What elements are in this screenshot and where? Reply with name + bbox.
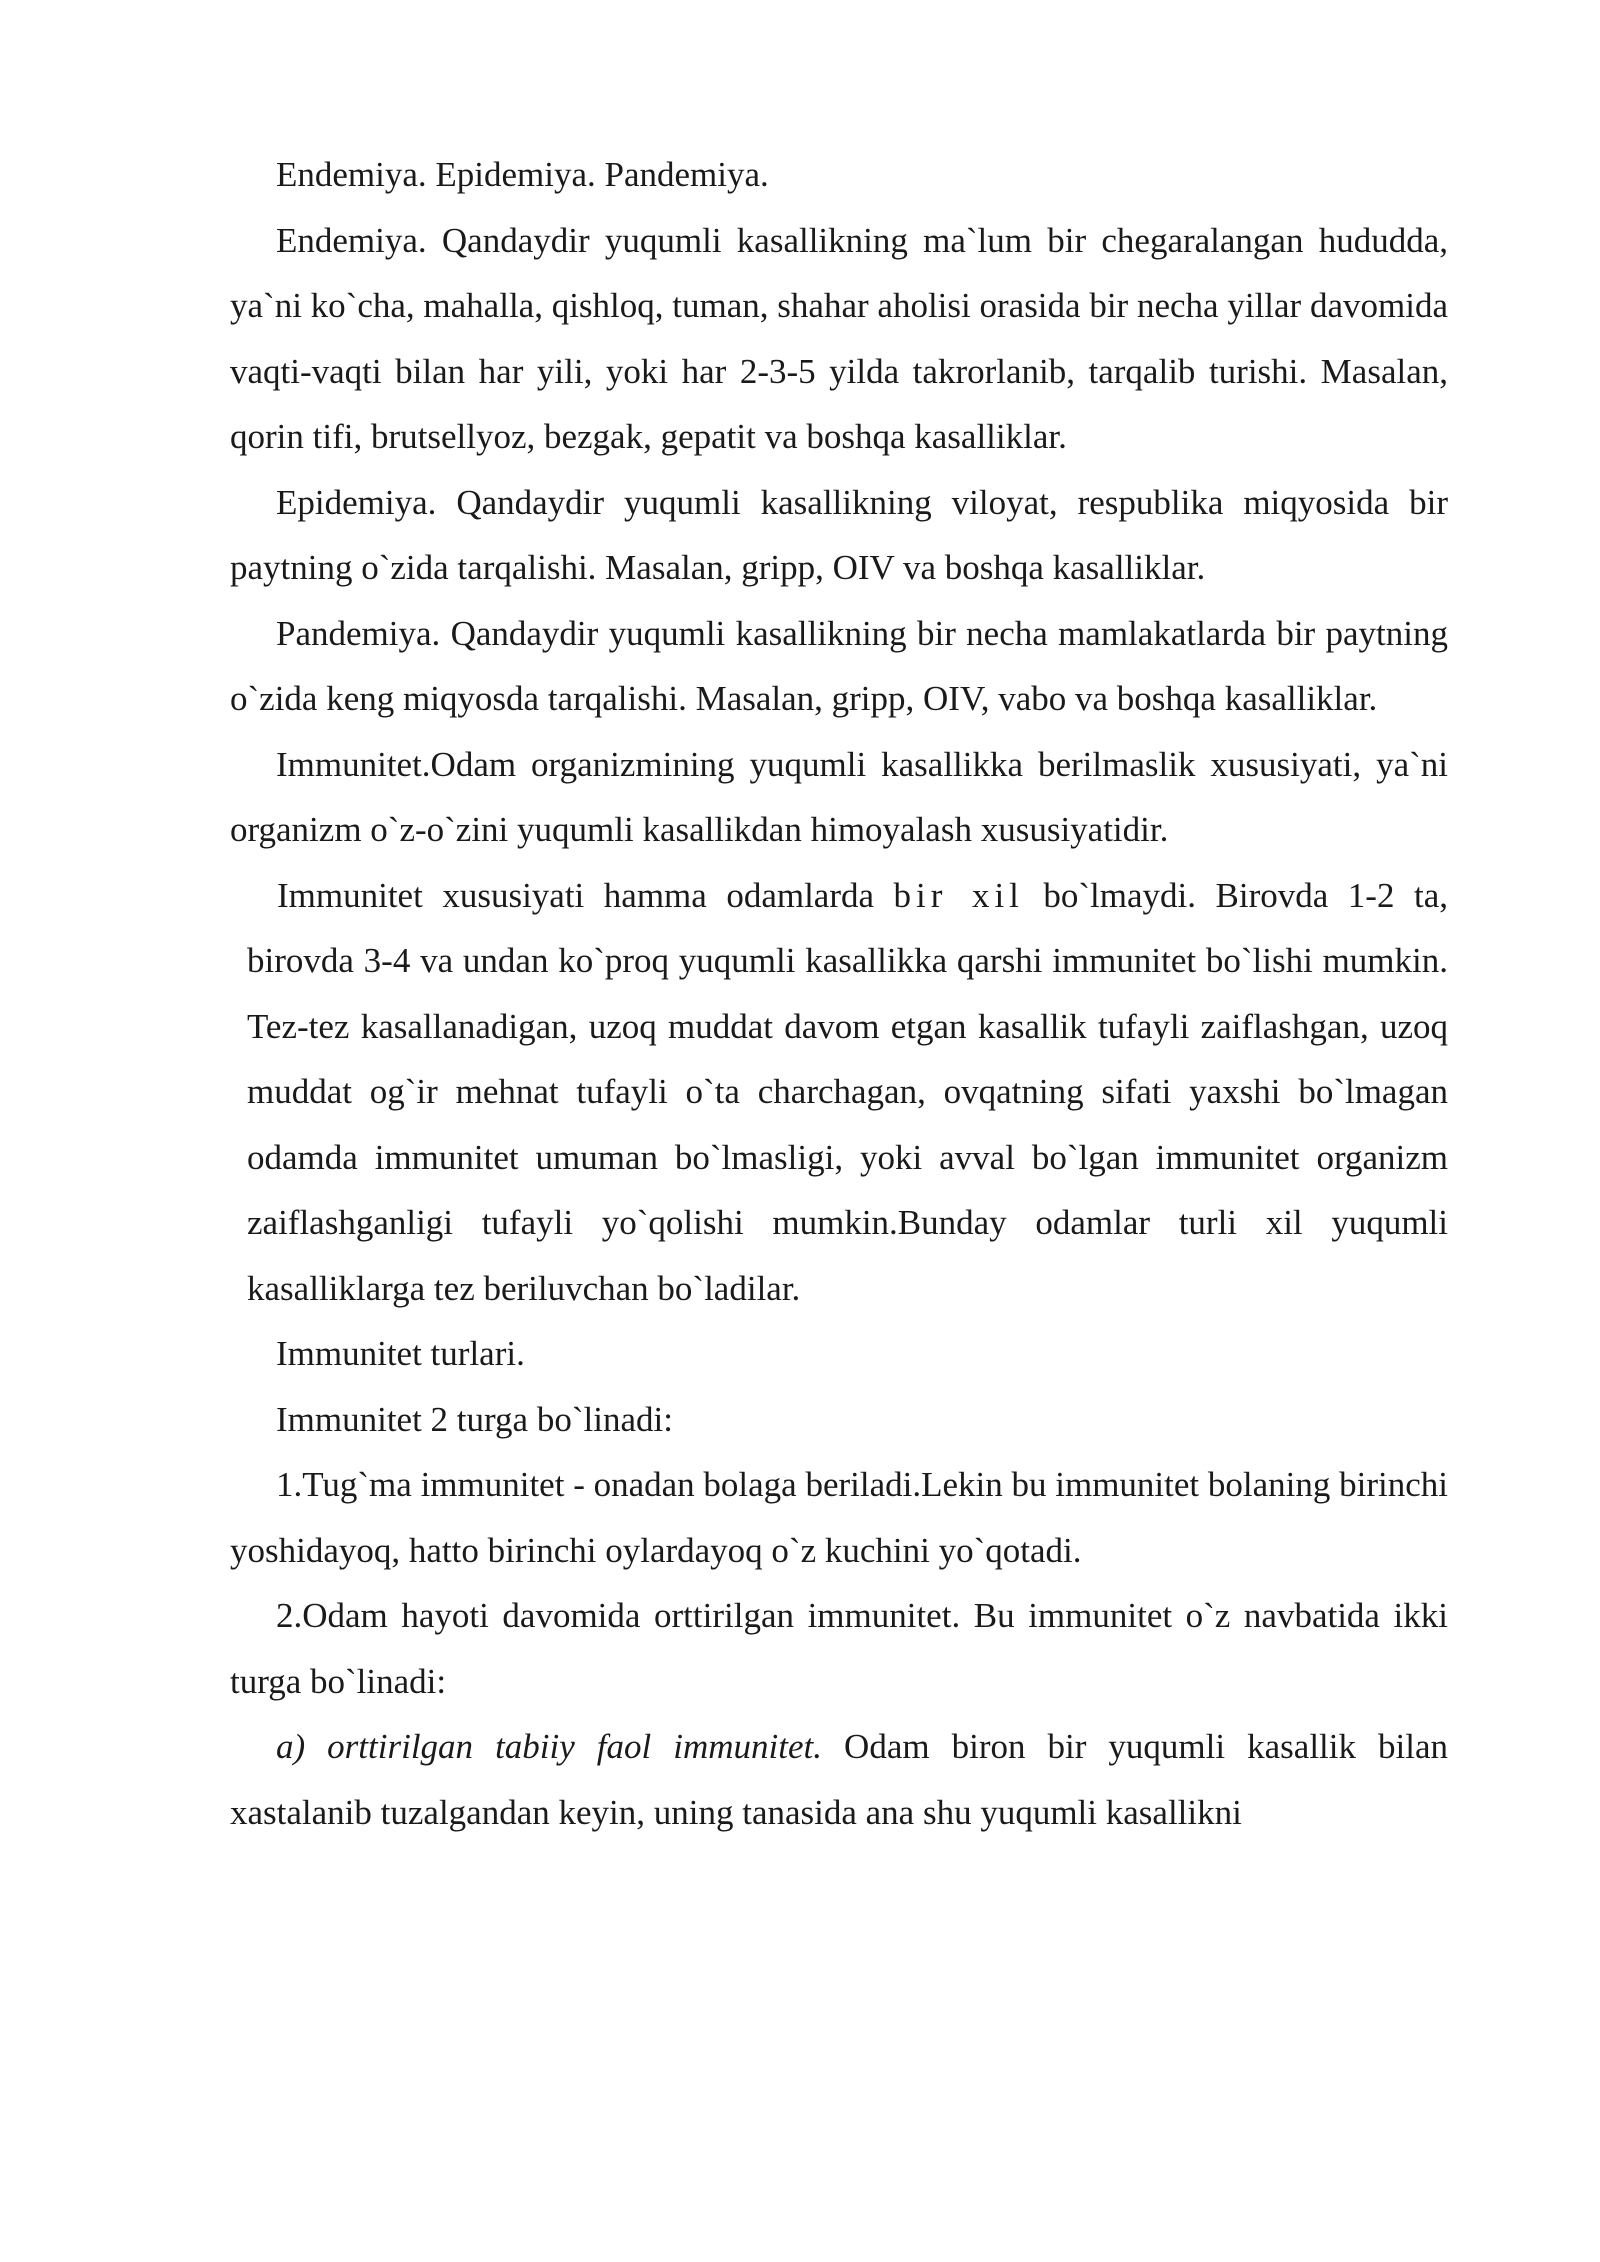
italic-term: a) orttirilgan tabiiy faol immunitet.: [276, 1727, 823, 1766]
paragraph-epidemiya: Epidemiya. Qandaydir yuqumli kasallikning viloyat, respublika miqyosida bir paytning o`zida tarqalishi. Masalan, gripp, OIV va boshqa kasalliklar.: [230, 482, 1448, 587]
paragraph-text-end: bo`lmaydi. Birovda 1-2 ta, birovda 3-4 va undan ko`proq yuqumli kasallikka qarshi immunitet bo`lishi mumkin. Tez-tez kasallanadigan, uzoq muddat davom etgan kasallik tufayli zaiflashgan, uzoq muddat og`ir mehnat tufayli o`ta charchagan, ovqatning sifati yaxshi bo`lmagan odamda immunitet umuman bo`lmasligi, yoki avval bo`lgan immunitet organizm zaiflashganligi tufayli yo`qolishi mumkin.Bunday odamlar turli xil yuqumli kasalliklarga tez beriluvchan bo`ladilar.: [247, 875, 1448, 1308]
document-body: [230, 142, 1448, 1845]
spaced-emphasis-text: bir xil: [893, 875, 1024, 915]
heading-immunitet-turlari: Immunitet turlari.: [276, 1334, 525, 1373]
paragraph-text-start: Immunitet xususiyati hamma odamlarda: [277, 875, 894, 915]
list-item-tugma-immunitet: 1.Tug`ma immunitet - onadan bolaga beriladi.Lekin bu immunitet bolaning birinchi yoshidayoq, hatto birinchi oylardayoq o`z kuchini yo`qotadi.: [230, 1465, 1448, 1570]
paragraph-immunitet-definition: Immunitet.Odam organizmining yuqumli kasallikka berilmaslik xususiyati, ya`ni organizm o`z-o`zini yuqumli kasallikdan himoyalash xususiyatidir.: [230, 744, 1448, 849]
list-item-orttirilgan-immunitet: 2.Odam hayoti davomida orttirilgan immunitet. Bu immunitet o`z navbatida ikki turga bo`linadi:: [230, 1596, 1448, 1701]
paragraph-pandemiya: Pandemiya. Qandaydir yuqumli kasallikning bir necha mamlakatlarda bir paytning o`zida keng miqyosda tarqalishi. Masalan, gripp, OIV, vabo va boshqa kasalliklar.: [230, 613, 1448, 718]
paragraph-endemiya: Endemiya. Qandaydir yuqumli kasallikning ma`lum bir chegaralangan hududda, ya`ni ko`cha, mahalla, qishloq, tuman, shahar aholisi orasida bir necha yillar davomida vaqti-vaqti bilan har yili, yoki har 2-3-5 yilda takrorlanib, tarqalib turishi. Masalan, qorin tifi, brutsellyoz, bezgak, gepatit va boshqa kasalliklar.: [230, 220, 1448, 456]
section-heading-endemiya-epidemiya-pandemiya: Endemiya. Epidemiya. Pandemiya.: [276, 155, 769, 194]
paragraph-immunitet-2-turga: Immunitet 2 turga bo`linadi:: [276, 1399, 673, 1439]
paragraph-immunitet-xususiyati: [230, 863, 1448, 1322]
list-subitem-tabiiy-faol-immunitet: [230, 1714, 1448, 1845]
paragraph-text-end: Odam biron bir yuqumli kasallik bilan xastalanib tuzalgandan keyin, uning tanasida ana shu yuqumli kasallikni: [230, 1727, 1449, 1832]
